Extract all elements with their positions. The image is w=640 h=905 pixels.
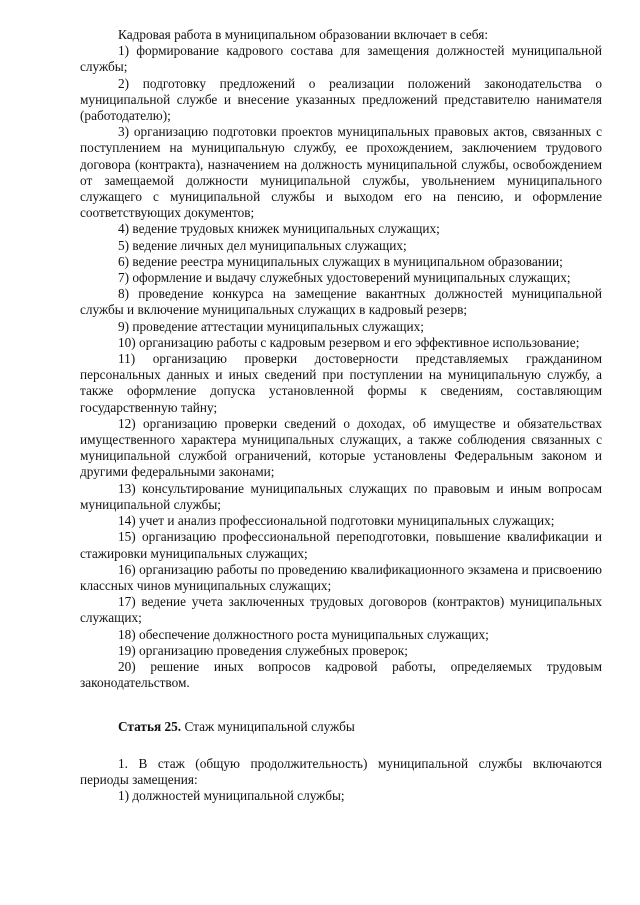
article-paragraph: 1) должностей муниципальной службы; — [118, 787, 345, 803]
list-item: 17) ведение учета заключенных трудовых договоров (контрактов) муниципальных служащих; — [80, 594, 602, 626]
article-title: Стаж муниципальной службы — [184, 719, 355, 735]
article-paragraph: 1. В стаж (общую продолжительность) муниципальной службы включаются периоды замещения: — [80, 755, 602, 787]
list-item: 4) ведение трудовых книжек муниципальных служащих; — [118, 221, 440, 237]
list-item: 3) организацию подготовки проектов муниципальных правовых актов, связанных с поступлением на муниципальную службу, ее прохождением, заключением трудового договора (контракта), назначением на должность муниципальной службы, освобождением от замещаемой должности муниципальной службы, увольнением муниципального служащего с муниципальной службы и выходом его на пенсию, и оформление соответствующих документов; — [80, 124, 602, 221]
list-item: 15) организацию профессиональной переподготовки, повышение квалификации и стажировки муниципальных служащих; — [80, 529, 602, 561]
article-heading — [80, 719, 602, 735]
list-item: 11) организацию проверки достоверности представляемых гражданином персональных данных и иных сведений при поступлении на муниципальную службу, а также оформление допуска установленной формы к сведениям, составляющим государственную тайну; — [80, 351, 602, 415]
document-page — [80, 27, 602, 804]
list-item: 18) обеспечение должностного роста муниципальных служащих; — [118, 626, 489, 642]
list-item: 6) ведение реестра муниципальных служащих в муниципальном образовании; — [118, 253, 563, 269]
list-item: 13) консультирование муниципальных служащих по правовым и иным вопросам муниципальной службы; — [80, 480, 602, 512]
list-item: 10) организацию работы с кадровым резервом и его эффективное использование; — [118, 334, 580, 350]
article-number: Статья 25. — [118, 719, 182, 735]
duties-list — [80, 43, 602, 691]
list-item: 8) проведение конкурса на замещение вакантных должностей муниципальной службы и включение муниципальных служащих в кадровый резерв; — [80, 286, 602, 318]
intro-paragraph: Кадровая работа в муниципальном образовании включает в себя: — [118, 27, 489, 42]
list-item: 2) подготовку предложений о реализации положений законодательства о муниципальной службе и внесение указанных предложений представителю нанимателя (работодателю); — [80, 75, 602, 124]
list-item: 12) организацию проверки сведений о доходах, об имуществе и обязательствах имущественного характера муниципальных служащих, а также соблюдения связанных с муниципальной службой ограничений, которые установлены Федеральным законом и другими федеральными законами; — [80, 415, 602, 480]
list-item: 9) проведение аттестации муниципальных служащих; — [118, 318, 424, 334]
list-item: 19) организацию проведения служебных проверок; — [118, 642, 408, 658]
spacer — [80, 736, 602, 756]
list-item: 14) учет и анализ профессиональной подготовки муниципальных служащих; — [118, 513, 555, 529]
list-item: 7) оформление и выдачу служебных удостоверений муниципальных служащих; — [118, 270, 571, 286]
spacer — [80, 691, 602, 719]
list-item: 20) решение иных вопросов кадровой работы, определяемых трудовым законодательством. — [80, 658, 602, 691]
list-item: 5) ведение личных дел муниципальных служащих; — [118, 237, 407, 253]
list-item: 16) организацию работы по проведению квалификационного экзамена и присвоению классных чинов муниципальных служащих; — [80, 561, 602, 593]
list-item: 1) формирование кадрового состава для замещения должностей муниципальной службы; — [80, 43, 602, 75]
